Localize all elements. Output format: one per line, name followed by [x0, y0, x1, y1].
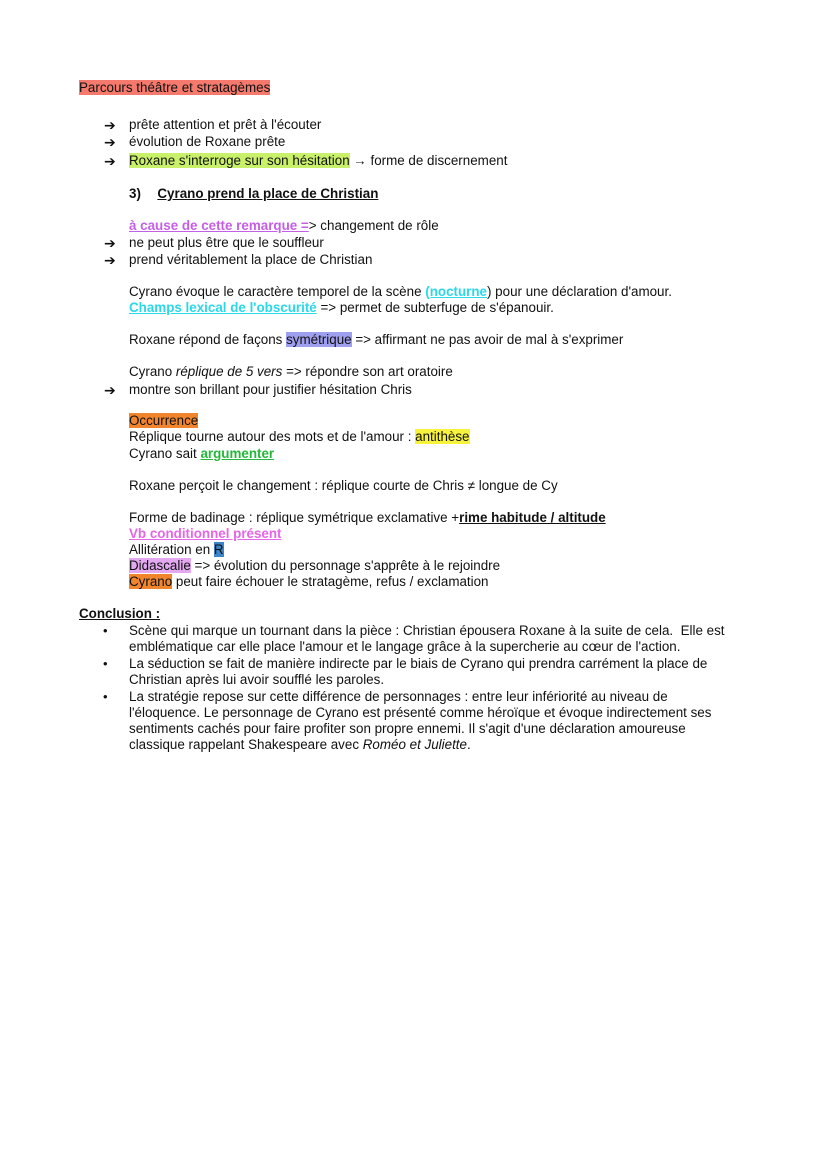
badinage-line	[129, 510, 606, 526]
conclusion-title: Conclusion :	[79, 606, 161, 621]
argumenter-before: Cyrano sait	[129, 446, 201, 461]
replique-before: Cyrano	[129, 364, 176, 379]
antithese-line	[129, 429, 470, 445]
echouer-highlight: Cyrano	[129, 574, 173, 589]
badinage-bold: rime habitude / altitude	[459, 510, 606, 525]
symetrique-after: => affirmant ne pas avoir de mal à s'exprimer	[351, 332, 624, 347]
obscurite-rest: => permet de subterfuge de s'épanouir.	[316, 300, 554, 315]
title-highlight: Parcours théâtre et stratagèmes	[79, 80, 271, 95]
arrow-icon: ➔	[104, 235, 116, 251]
conclusion-3-line-1: La stratégie repose sur cette différence de personnages : entre leur infériorité au niveau de	[129, 689, 668, 704]
brillant-line: montre son brillant pour justifier hésitation Chris	[129, 382, 412, 397]
alliteration-highlight: R	[213, 542, 224, 557]
alliteration-before: Allitération en	[129, 542, 214, 557]
obscurite-link: Champs lexical de l'obscurité	[129, 300, 317, 315]
intro-line-2: évolution de Roxane prête	[129, 134, 286, 149]
conclusion-1-line-2: emblématique car elle place l'amour et le langage grâce à la supercherie au cœur de l'action.	[129, 639, 681, 654]
intro-line-3	[129, 153, 507, 169]
section-title: Cyrano prend la place de Christian	[157, 186, 379, 201]
section-heading	[129, 186, 378, 202]
argumenter-line	[129, 446, 274, 462]
arrow-icon: ➔	[104, 134, 116, 150]
obscurite-line	[129, 300, 554, 316]
nocturne-before: Cyrano évoque le caractère temporel de la scène	[129, 284, 426, 299]
conclusion-3-line-3: sentiments cachés pour faire profiter son propre ennemi. Il s'agit d'une déclaration amoureuse	[129, 721, 686, 736]
alliteration-line	[129, 542, 224, 558]
nocturne-after: ) pour une déclaration d'amour.	[487, 284, 672, 299]
symetrique-highlight: symétrique	[286, 332, 352, 347]
remarque-line	[129, 218, 439, 234]
conclusion-bullet-3	[129, 689, 754, 753]
conclusion-2-line-1: La séduction se fait de manière indirecte par le biais de Cyrano qui prendra carrément la place de	[129, 656, 708, 671]
echouer-line	[129, 574, 489, 590]
vb-line	[129, 526, 282, 542]
play-title: Roméo et Juliette	[362, 737, 467, 752]
conclusion-1-line-1: Scène qui marque un tournant dans la pièce : Christian épousera Roxane à la suite de cela. Elle est	[129, 623, 725, 638]
changement-line: Roxane perçoit le changement : réplique courte de Chris ≠ longue de Cy	[129, 478, 558, 493]
bullet-icon: •	[103, 623, 108, 638]
lime-highlight: Roxane s'interroge sur son hésitation	[129, 153, 350, 168]
intro-line-1: prête attention et prêt à l'écouter	[129, 117, 322, 132]
conclusion-bullet-1	[129, 623, 754, 655]
vb-conditionnel: Vb conditionnel présent	[129, 526, 282, 541]
argumenter-link: argumenter	[200, 446, 275, 461]
page-title	[79, 80, 270, 96]
didascalie-highlight: Didascalie	[129, 558, 191, 573]
remarque-link: à cause de cette remarque =	[129, 218, 309, 233]
intro-line-3-rest: → forme de discernement	[349, 153, 508, 168]
conclusion-3-line-4	[129, 737, 754, 753]
bullet-icon: •	[103, 689, 108, 704]
souffleur-line: ne peut plus être que le souffleur	[129, 235, 324, 250]
didascalie-line	[129, 558, 500, 574]
badinage-before: Forme de badinage : réplique symétrique exclamative +	[129, 510, 460, 525]
conclusion-3-last-before: classique rappelant Shakespeare avec	[129, 737, 363, 752]
echouer-rest: peut faire échouer le stratagème, refus / exclamation	[172, 574, 489, 589]
nocturne-link: (nocturne	[425, 284, 487, 299]
remarque-rest: > changement de rôle	[308, 218, 439, 233]
nocturne-line	[129, 284, 672, 300]
arrow-icon: ➔	[104, 153, 116, 169]
symetrique-before: Roxane répond de façons	[129, 332, 287, 347]
arrow-icon: ➔	[104, 252, 116, 268]
conclusion-2-line-2: Christian après lui avoir soufflé les paroles.	[129, 672, 385, 687]
replique-line	[129, 364, 453, 380]
replique-italic: réplique de 5 vers	[175, 364, 283, 379]
didascalie-rest: => évolution du personnage s'apprête à le rejoindre	[190, 558, 501, 573]
symetrique-line	[129, 332, 623, 348]
place-line: prend véritablement la place de Christian	[129, 252, 373, 267]
conclusion-3-line-2: l'éloquence. Le personnage de Cyrano est présenté comme héroïque et évoque indirectement ses	[129, 705, 712, 720]
antithese-before: Réplique tourne autour des mots et de l'amour :	[129, 429, 416, 444]
antithese-highlight: antithèse	[415, 429, 470, 444]
occurrence-highlight: Occurrence	[129, 413, 199, 428]
conclusion-bullet-2	[129, 656, 754, 688]
section-number: 3)	[129, 186, 141, 201]
conclusion-3-last-after: .	[466, 737, 471, 752]
occurrence-line	[129, 413, 198, 429]
replique-after: => répondre son art oratoire	[282, 364, 453, 379]
arrow-icon: ➔	[104, 117, 116, 133]
bullet-icon: •	[103, 656, 108, 671]
arrow-icon: ➔	[104, 382, 116, 398]
